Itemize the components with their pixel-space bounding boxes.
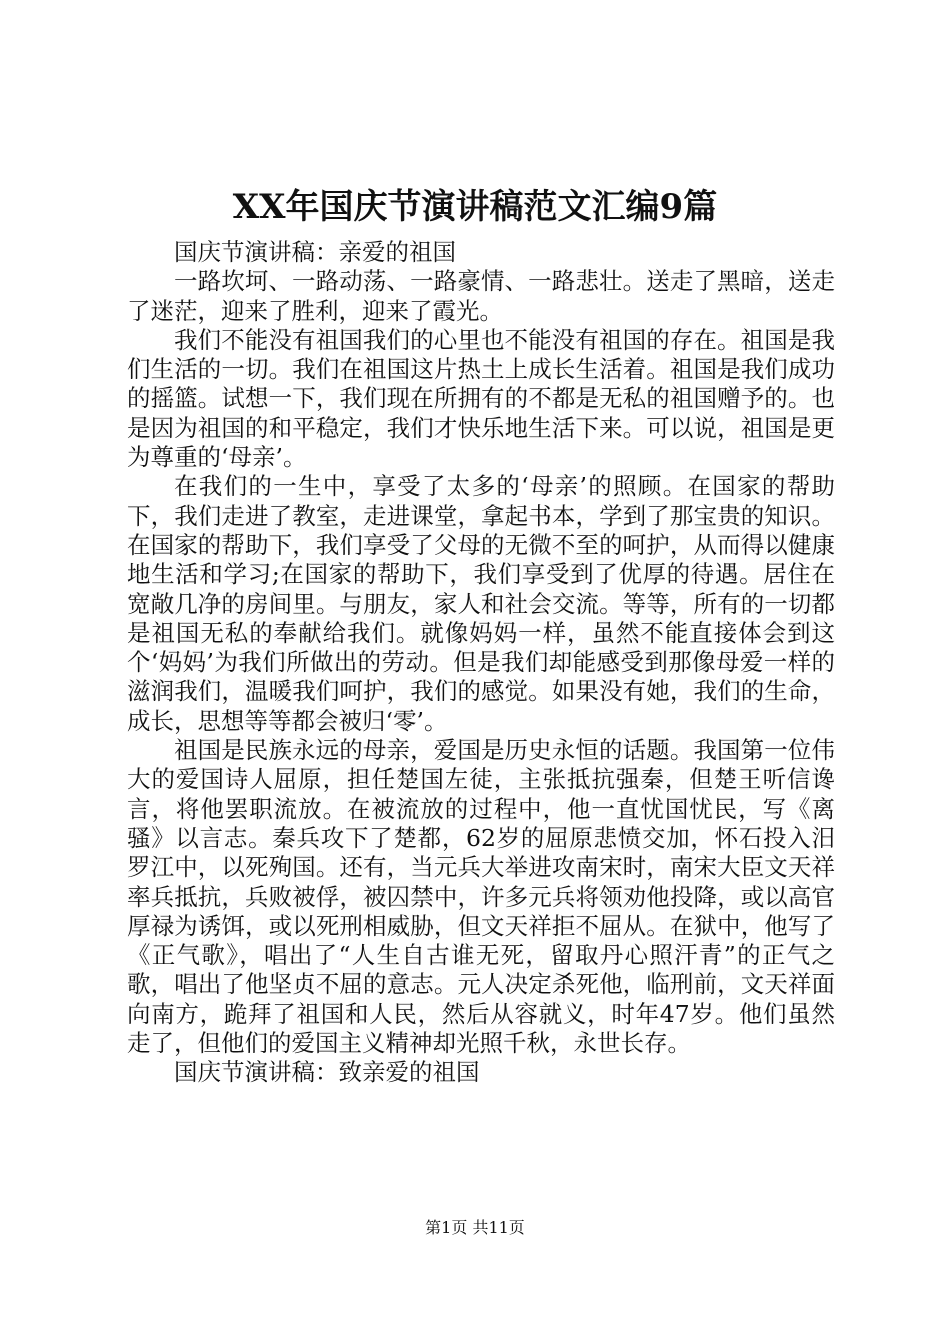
document-body — [127, 238, 835, 1088]
section-heading: 国庆节演讲稿：致亲爱的祖国 — [174, 1058, 480, 1087]
section-heading: 国庆节演讲稿：亲爱的祖国 — [174, 238, 456, 266]
paragraph: 在我们的一生中，享受了太多的‘母亲’的照顾。在国家的帮助下，我们走进了教室，走进课堂，拿起书本，学到了那宝贵的知识。在国家的帮助下，我们享受了父母的无微不至的呵护，从而得以健康地生活和学习;在国家的帮助下，我们享受到了优厚的待遇。居住在宽敞几净的房间里。与朋友，家人和社会交流。等等，所有的一切都是祖国无私的奉献给我们。就像妈妈一样，虽然不能直接体会到这个‘妈妈’为我们所做出的劳动。但是我们却能感受到那像母爱一样的滋润我们，温暖我们呵护，我们的感觉。如果没有她，我们的生命，成长，思想等等都会被归‘零’。 — [127, 472, 835, 735]
paragraph: 祖国是民族永远的母亲，爱国是历史永恒的话题。我国第一位伟大的爱国诗人屈原，担任楚国左徒，主张抵抗强秦，但楚王听信谗言，将他罢职流放。在被流放的过程中，他一直忧国忧民，写《离骚》以言志。秦兵攻下了楚都，62岁的屈原悲愤交加，怀石投入汨罗江中，以死殉国。还有，当元兵大举进攻南宋时，南宋大臣文天祥率兵抵抗，兵败被俘，被囚禁中，许多元兵将领劝他投降，或以高官厚禄为诱饵，或以死刑相威胁，但文天祥拒不屈从。在狱中，他写了《正气歌》，唱出了“人生自古谁无死，留取丹心照汗青”的正气之歌，唱出了他坚贞不屈的意志。元人决定杀死他，临刑前，文天祥面向南方，跪拜了祖国和人民，然后从容就义，时年47岁。他们虽然走了，但他们的爱国主义精神却光照千秋，永世长存。 — [127, 736, 835, 1058]
document-title: XX年国庆节演讲稿范文汇编9篇 — [232, 187, 718, 227]
paragraph: 一路坎坷、一路动荡、一路豪情、一路悲壮。送走了黑暗，送走了迷茫，迎来了胜利，迎来了霞光。 — [127, 267, 835, 325]
page-footer: 第1页 共11页 — [425, 1218, 525, 1237]
paragraph: 我们不能没有祖国我们的心里也不能没有祖国的存在。祖国是我们生活的一切。我们在祖国这片热土上成长生活着。祖国是我们成功的摇篮。试想一下，我们现在所拥有的不都是无私的祖国赠予的。也是因为祖国的和平稳定，我们才快乐地生活下来。可以说，祖国是更为尊重的‘母亲’。 — [127, 325, 835, 472]
